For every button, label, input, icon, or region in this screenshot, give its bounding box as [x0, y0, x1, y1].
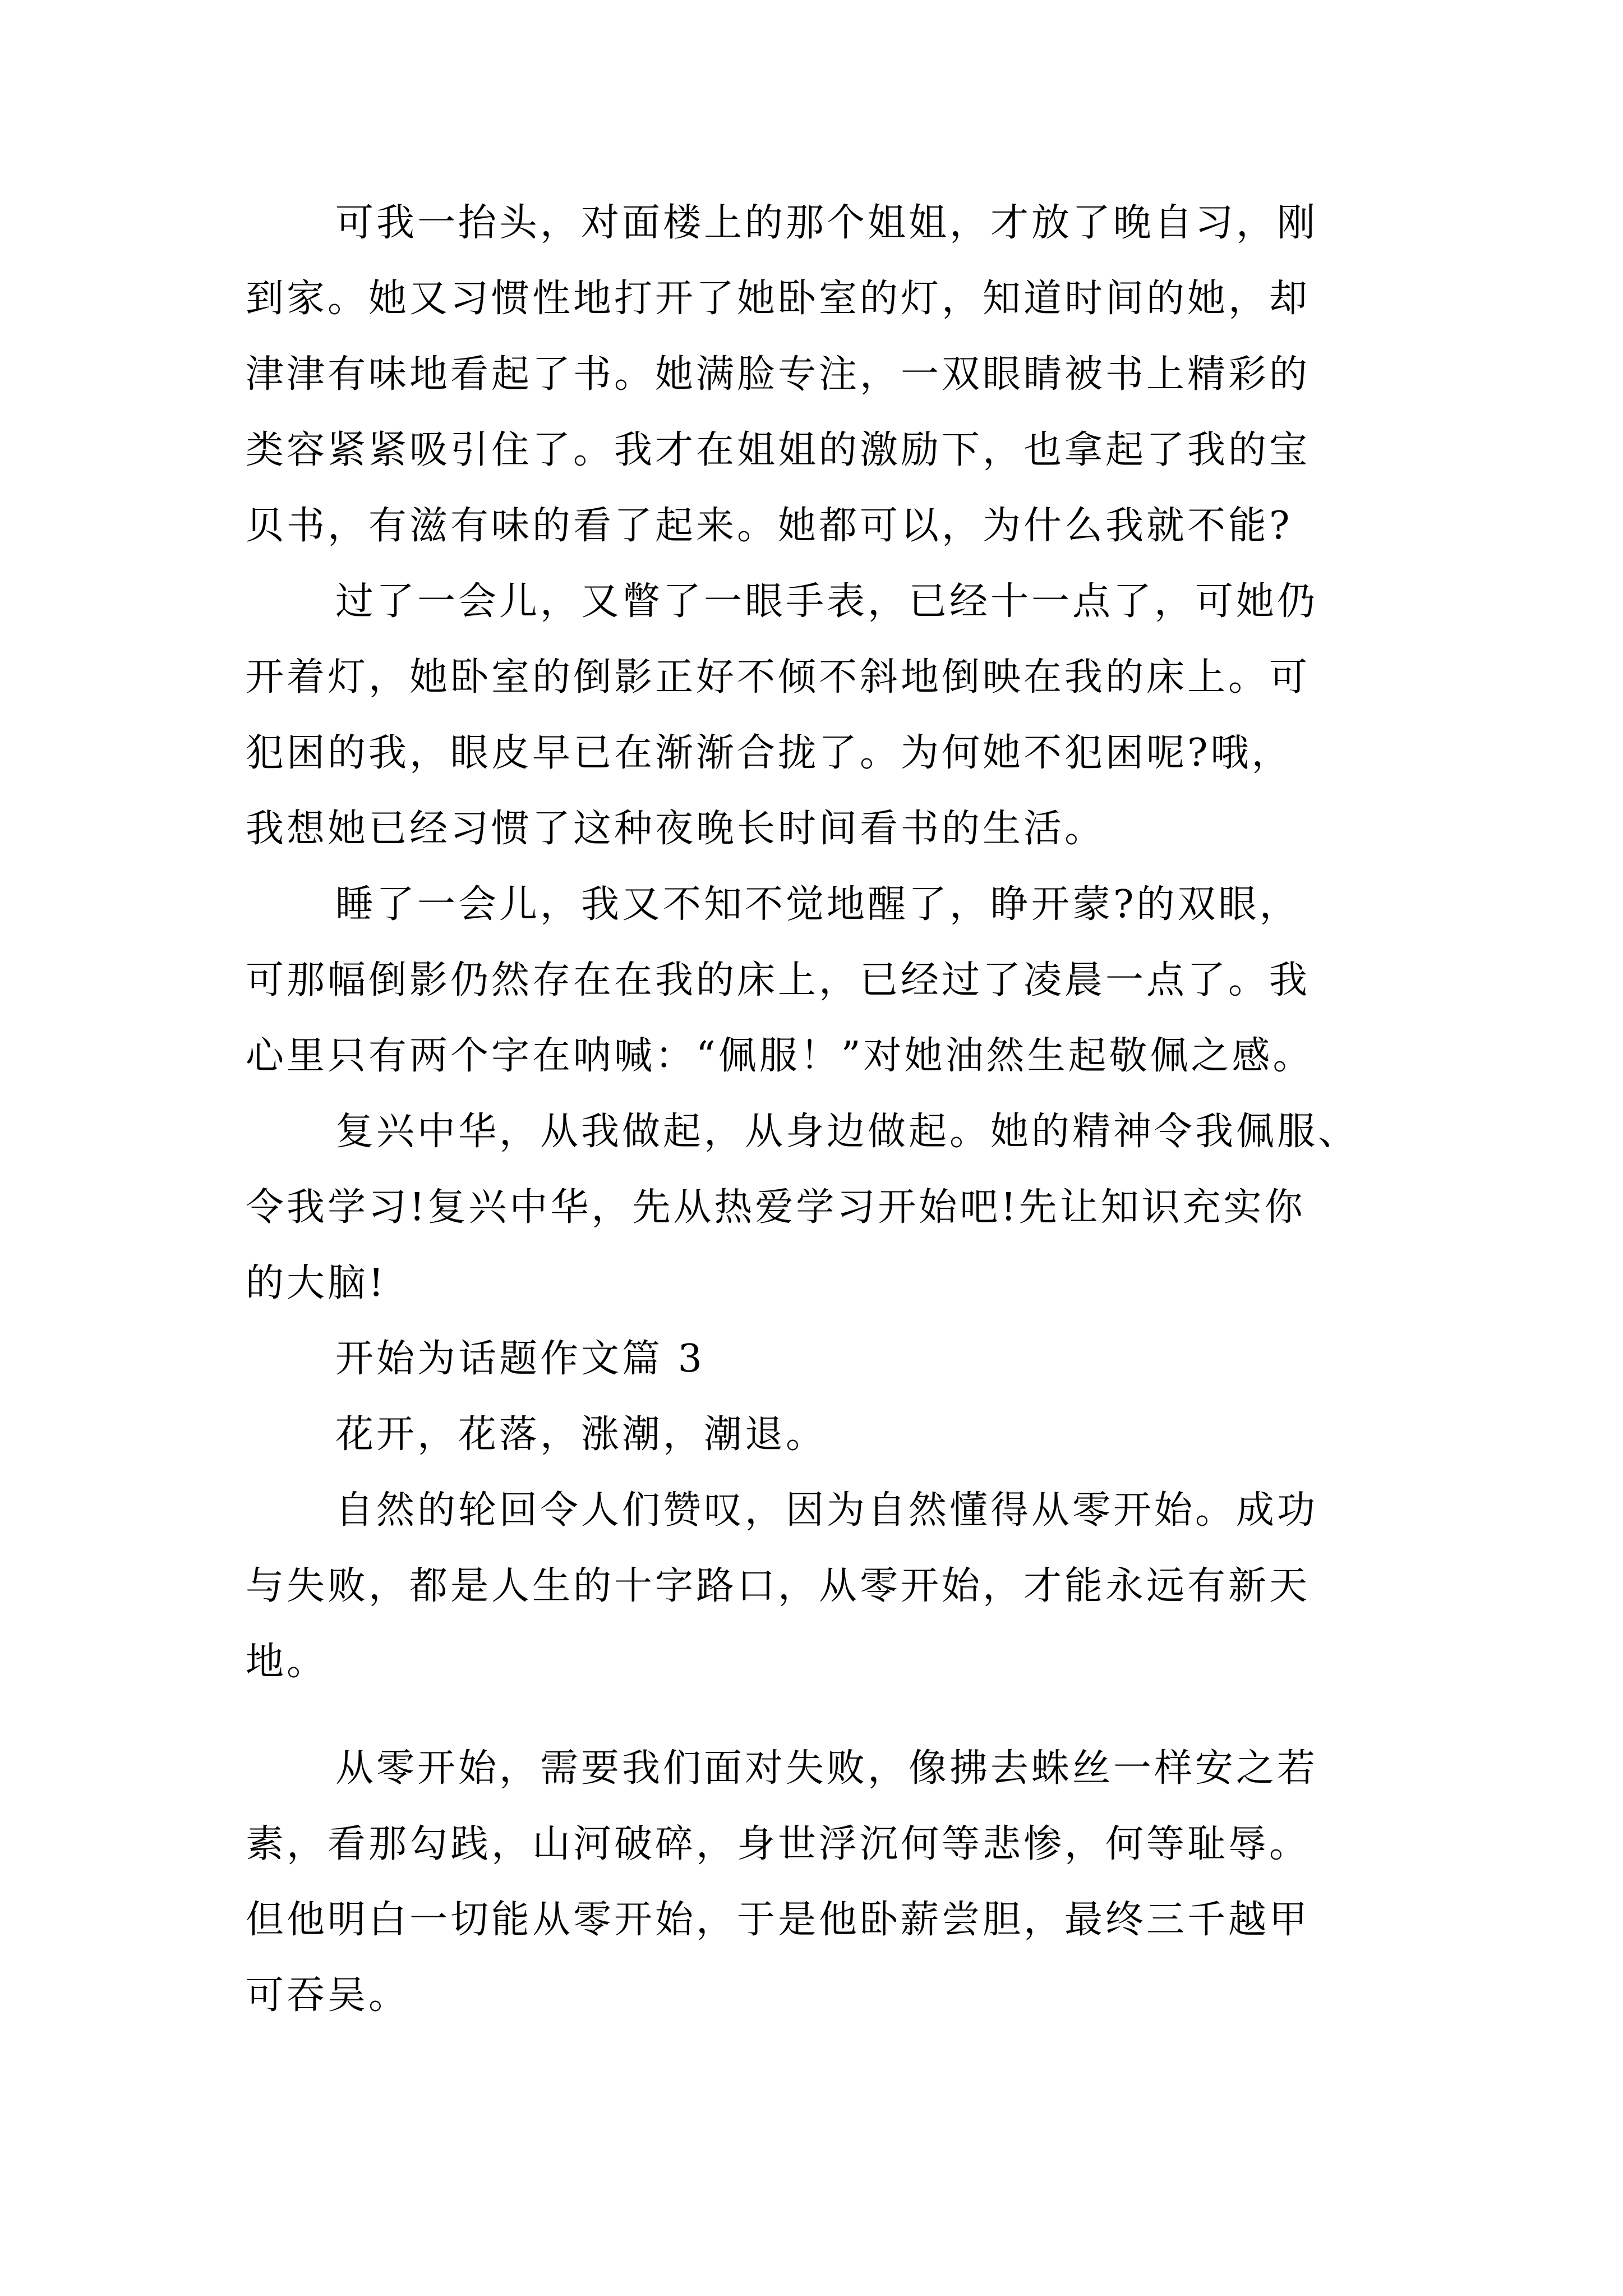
paragraph-spacer: [246, 1700, 1384, 1731]
text-line: 犯困的我，眼皮早已在渐渐合拢了。为何她不犯困呢?哦，: [246, 731, 1293, 775]
text-line: 复兴中华，从我做起，从身边做起。她的精神令我佩服、: [335, 1110, 1359, 1154]
text-line: 贝书，有滋有味的看了起来。她都可以，为什么我就不能?: [246, 504, 1293, 548]
paragraph-2: [246, 564, 1384, 867]
text-line: 可我一抬头，对面楼上的那个姐姐，才放了晚自习，刚: [335, 201, 1318, 245]
paragraph-5: [246, 1397, 1384, 1473]
text-line: 开着灯，她卧室的倒影正好不倾不斜地倒映在我的床上。可: [246, 655, 1311, 700]
paragraph-3: [246, 867, 1384, 1094]
text-line: 过了一会儿，又瞥了一眼手表，已经十一点了，可她仍: [335, 579, 1318, 624]
text-line: 津津有味地看起了书。她满脸专注，一双眼睛被书上精彩的: [246, 352, 1311, 397]
text-line: 到家。她又习惯性地打开了她卧室的灯，知道时间的她，却: [246, 277, 1311, 321]
paragraph-1: [246, 185, 1384, 564]
text-line: 花开，花落，涨潮，潮退。: [335, 1412, 827, 1457]
paragraph-7: [246, 1731, 1384, 2033]
text-line: 自然的轮回令人们赞叹，因为自然懂得从零开始。成功: [335, 1488, 1318, 1533]
text-line: 令我学习!复兴中华，先从热爱学习开始吧!先让知识充实你: [246, 1185, 1306, 1230]
text-line: 与失败，都是人生的十字路口，从零开始，才能永远有新天: [246, 1564, 1311, 1608]
paragraph-6: [246, 1473, 1384, 1700]
section-heading: [246, 1321, 1384, 1397]
text-line: 但他明白一切能从零开始，于是他卧薪尝胆，最终三千越甲: [246, 1898, 1311, 1942]
text-line: 地。: [246, 1640, 328, 1684]
paragraph-4: [246, 1094, 1384, 1321]
document-body: [246, 185, 1384, 2033]
heading-text: 开始为话题作文篇 3: [335, 1337, 705, 1381]
text-line: 可吞吴。: [246, 1973, 410, 2018]
text-line: 睡了一会儿，我又不知不觉地醒了，睁开蒙?的双眼，: [335, 882, 1301, 927]
text-line: 可那幅倒影仍然存在在我的床上，已经过了凌晨一点了。我: [246, 958, 1311, 1002]
text-line: 从零开始，需要我们面对失败，像拂去蛛丝一样安之若: [335, 1746, 1318, 1791]
text-line: 心里只有两个字在呐喊：“佩服！”对她油然生起敬佩之感。: [246, 1034, 1314, 1078]
text-line: 素，看那勾践，山河破碎，身世浮沉何等悲惨，何等耻辱。: [246, 1822, 1311, 1866]
text-line: 我想她已经习惯了这种夜晚长时间看书的生活。: [246, 807, 1106, 851]
text-line: 类容紧紧吸引住了。我才在姐姐的激励下，也拿起了我的宝: [246, 428, 1311, 472]
text-line: 的大脑!: [246, 1261, 387, 1305]
